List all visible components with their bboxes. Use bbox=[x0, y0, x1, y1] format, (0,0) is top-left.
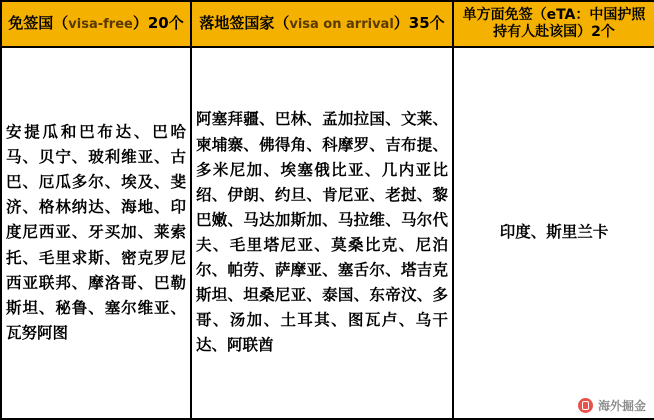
cell-eta-countries: 印度、斯里兰卡 bbox=[453, 47, 654, 419]
table-header-row bbox=[1, 1, 654, 47]
header-eta-note: （eTA：中国护照持有人赴该国）2个 bbox=[493, 6, 646, 40]
header-cell-visa-free bbox=[1, 1, 191, 47]
watermark-label: 海外掘金 bbox=[597, 399, 646, 413]
table-body-row bbox=[1, 47, 654, 419]
header-visa-free-count: ）20个 bbox=[132, 14, 184, 33]
header-cell-visa-on-arrival bbox=[191, 1, 453, 47]
header-visa-on-arrival-count: ）35个 bbox=[393, 14, 445, 33]
header-visa-on-arrival-en: visa on arrival bbox=[289, 17, 394, 33]
header-visa-on-arrival-cn: 落地签国家（ bbox=[199, 14, 290, 33]
header-cell-eta bbox=[453, 1, 654, 47]
cell-visa-free-countries: 安提瓜和巴布达、巴哈马、贝宁、玻利维亚、古巴、厄瓜多尔、埃及、斐济、格林纳达、海地、印度尼西亚、牙买加、莱索托、毛里求斯、密克罗尼西亚联邦、摩洛哥、巴勒斯坦、秘鲁、塞尔维亚、瓦努阿图 bbox=[1, 47, 191, 419]
header-visa-free-en: visa-free bbox=[68, 17, 133, 33]
cell-visa-on-arrival-countries: 阿塞拜疆、巴林、孟加拉国、文莱、柬埔寨、佛得角、科摩罗、吉布提、多米尼加、埃塞俄比亚、几内亚比绍、伊朗、约旦、肯尼亚、老挝、黎巴嫩、马达加斯加、马拉维、马尔代夫、毛里塔尼亚、莫桑比克、尼泊尔、帕劳、萨摩亚、塞舌尔、塔吉克斯坦、坦桑尼亚、泰国、东帝汶、多哥、汤加、土耳其、图瓦卢、乌干达、阿联酋 bbox=[191, 47, 453, 419]
header-eta-cn: 单方面免签 bbox=[462, 6, 533, 23]
header-visa-free-cn: 免签国（ bbox=[8, 14, 69, 33]
